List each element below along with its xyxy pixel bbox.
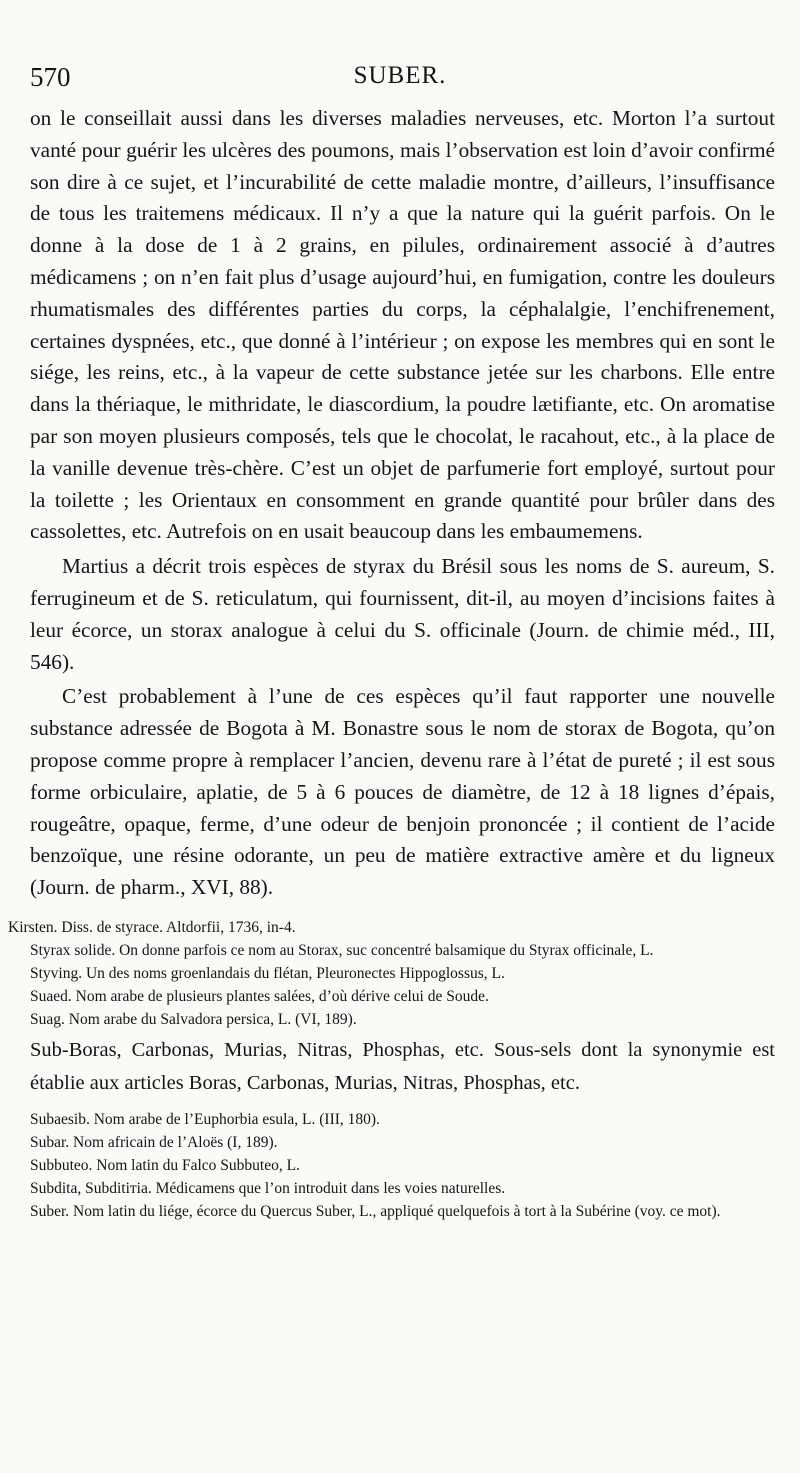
entry-suaed: Suaed. Nom arabe de plusieurs plantes salées, d’où dérive celui de Soude. [30, 987, 489, 1005]
page-body [8, 103, 775, 1223]
entry-subbuteo: Subbuteo. Nom latin du Falco Subbuteo, L. [30, 1156, 300, 1174]
entry-subdita: Subdita, Subditiтia. Médicamens que l’on introduit dans les voies naturelles. [30, 1179, 506, 1197]
entry-suber: Suber. Nom latin du liége, écorce du Quercus Suber, L., appliqué quelquefois à tort à la Subérine (voy. ce mot). [30, 1202, 721, 1220]
paragraph-3: C’est probablement à l’une de ces espèces qu’il faut rapporter une nouvelle substance adressée de Bogota à M. Bonastre sous le nom de storax de Bogota, qu’on propose comme propre à remplacer l’ancien, devenu rare à l’état de pureté ; il est sous forme orbiculaire, aplatie, de 5 à 6 pouces de diamètre, de 12 à 18 lignes d’épais, rougeâtre, opaque, ferme, d’une odeur de benjoin prononcée ; il contient de l’acide benzoïque, une résine odorante, un peu de matière extractive amère et du ligneux (Journ. de pharm., XVI, 88). [30, 684, 775, 900]
page-header [30, 62, 770, 96]
dictionary-entries-2 [30, 1108, 775, 1223]
entry-styving: Styving. Un des noms groenlandais du flétan, Pleuronectes Hippoglossus, L. [30, 964, 505, 982]
paragraph-2: Martius a décrit trois espèces de styrax du Brésil sous les noms de S. aureum, S. ferrugineum et de S. reticulatum, qui fournissent, dit-il, au moyen d’incisions faites à leur écorce, un storax analogue à celui du S. officinale (Journ. de chimie méd., III, 546). [30, 554, 775, 674]
entry-suag: Suag. Nom arabe du Salvadora persica, L. (VI, 189). [30, 1010, 357, 1028]
entry-styrax-solide: Styrax solide. On donne parfois ce nom au Storax, suc concentré balsamique du Styrax officinale, L. [30, 941, 654, 959]
paragraph-1: on le conseillait aussi dans les diverses maladies nerveuses, etc. Morton l’a surtout vanté pour guérir les ulcères des poumons, mais l’observation est loin d’avoir confirmé son dire à ce sujet, et l’incurabilité de cette maladie montre, d’ailleurs, l’insuffisance de tous les traitemens médicaux. Il n’y a que la nature qui la guérit parfois. On le donne à la dose de 1 à 2 grains, en pilules, ordinairement associé à d’autres médicamens ; on n’en fait plus d’usage aujourd’hui, en fumigation, contre les douleurs rhumatismales des différentes parties du corps, la céphalalgie, l’enchifrenement, certaines dyspnées, etc., que donné à l’intérieur ; on expose les membres qui en sont le siége, les reins, etc., à la vapeur de cette substance jetée sur les charbons. Elle entre dans la thériaque, le mithridate, le diascordium, la poudre lætifiante, etc. On aromatise par son moyen plusieurs composés, tels que le chocolat, le racahout, etc., à la place de la vanille devenue très-chère. C’est un objet de parfumerie fort employé, surtout pour la toilette ; les Orientaux en consomment en grande quantité pour brûler dans des cassolettes, etc. Autrefois on en usait beaucoup dans les embaumemens. [30, 106, 775, 544]
entry-subaesib: Subaesib. Nom arabe de l’Euphorbia esula, L. (III, 180). [30, 1110, 380, 1128]
entry-subar: Subar. Nom africain de l’Aloës (I, 189). [30, 1133, 278, 1151]
dictionary-entries [8, 916, 775, 1031]
entry-sub-boras: Sub-Boras, Carbonas, Murias, Nitras, Phosphas, etc. Sous-sels dont la synonymie est établie aux articles Boras, Carbonas, Murias, Nitras, Phosphas, etc. [30, 1038, 775, 1094]
page-number: 570 [30, 62, 71, 92]
entry-kirsten: Kirsten. Diss. de styrace. Altdorfii, 1736, in-4. [8, 918, 296, 936]
running-head: SUBER. [353, 62, 447, 89]
